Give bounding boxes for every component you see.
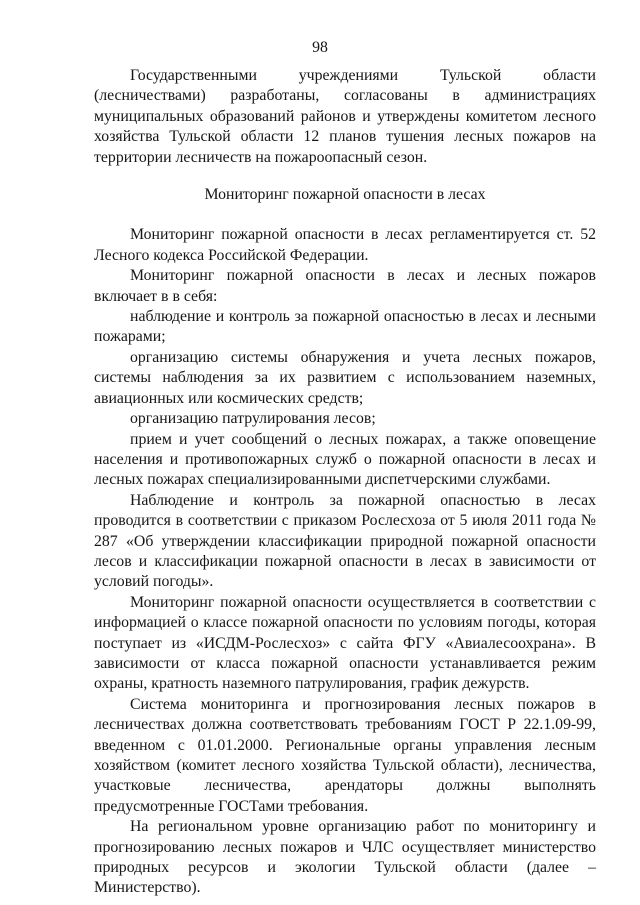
paragraph-regional-level: На региональном уровне организацию работ по мониторингу и прогнозированию лесных пожаров и ЧЛС осуществляет министерство природных ресурсов и экологии Тульской области (далее – Министерство). bbox=[94, 818, 596, 897]
paragraph-patrol-item: организацию патрулирования лесов; bbox=[130, 410, 376, 428]
paragraph-includes: Мониторинг пожарной опасности в лесах и лесных пожаров включает в в себя: bbox=[94, 267, 596, 305]
paragraph-gost-requirements: Система мониторинга и прогнозирования лесных пожаров в лесничествах должна соответствовать требованиям ГОСТ Р 22.1.09-99, введенном с 01.01.2000. Региональные органы управления лесным хозяйством (комитет лесного хозяйства Тульской области), лесничества, участковые лесничества, арендаторы должны выполнять предусмотренные ГОСТами требования. bbox=[94, 695, 596, 815]
paragraph-rosleskhoz-order: Наблюдение и контроль за пожарной опасностью в лесах проводится в соответствии с приказом Рослесхоза от 5 июля 2011 года № 287 «Об утверждении классификации природной пожарной опасности лесов и классификации пожарной опасности в лесах в зависимости от условий погоды». bbox=[94, 491, 596, 591]
section-heading: Мониторинг пожарной опасности в лесах bbox=[204, 186, 486, 204]
document-body bbox=[94, 66, 596, 899]
page-number: 98 bbox=[312, 39, 328, 56]
paragraph-detection-system-item: организацию системы обнаружения и учета лесных пожаров, системы наблюдения за их развитием с использованием наземных, авиационных или космических средств; bbox=[94, 348, 596, 407]
paragraph-fire-class-info: Мониторинг пожарной опасности осуществляется в соответствии с информацией о классе пожарной опасности по условиям погоды, которая поступает из «ИСДМ-Рослесхоз» с сайта ФГУ «Авиалесоохрана». В зависимости от класса пожарной опасности устанавливается режим охраны, кратность наземного патрулирования, график дежурств. bbox=[94, 593, 596, 693]
paragraph-legal-basis: Мониторинг пожарной опасности в лесах регламентируется ст. 52 Лесного кодекса Российской Федерации. bbox=[94, 226, 596, 264]
intro-paragraph: Государственными учреждениями Тульской области (лесничествами) разработаны, согласованы в администрациях муниципальных образований районов и утверждены комитетом лесного хозяйства Тульской области 12 планов тушения лесных пожаров на территории лесничеств на пожароопасный сезон. bbox=[94, 67, 596, 166]
paragraph-observation-item: наблюдение и контроль за пожарной опасностью в лесах и лесными пожарами; bbox=[94, 308, 596, 346]
paragraph-reports-item: прием и учет сообщений о лесных пожарах, а также оповещение населения и противопожарных служб о пожарной опасности в лесах и лесных пожарах специализированными диспетчерскими службами. bbox=[94, 430, 596, 489]
